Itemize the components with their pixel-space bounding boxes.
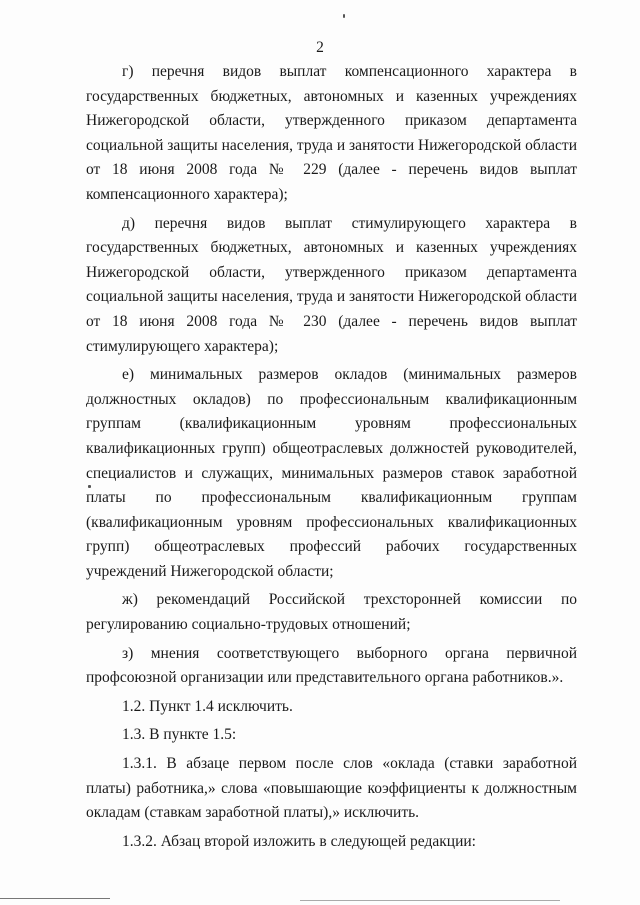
paragraph-1-3: 1.3. В пункте 1.5: — [122, 726, 237, 744]
scan-edge-mark — [0, 898, 110, 899]
scan-speck — [343, 14, 345, 18]
document-body — [86, 60, 577, 858]
paragraph-d: д) перечня видов выплат стимулирующего характера в государственных бюджетных, автономных и казенных учреждениях Нижегородской области, утвержденного приказом департамента социальной защиты населения, труда и занятости Нижегородской области от 18 июня 2008 года № 230 (далее - перечень видов выплат стимулирующего характера); — [86, 214, 577, 355]
paragraph-zh: ж) рекомендаций Российской трехсторонней комиссии по регулированию социально-трудовых отношений; — [86, 591, 577, 634]
scan-edge-mark — [300, 900, 560, 901]
paragraph-1-3-1: 1.3.1. В абзаце первом после слов «оклада (ставки заработной платы) работника,» слова «повышающие коэффициенты к должностным окладам (ставкам заработной платы),» исключить. — [86, 755, 577, 822]
paragraph-z: з) мнения соответствующего выборного органа первичной профсоюзной организации или представительного органа работников.». — [86, 644, 577, 687]
page-number: 2 — [316, 39, 324, 56]
paragraph-e: е) минимальных размеров окладов (минимальных размеров должностных окладов) по профессиональным квалификационным группам (квалификационным уровням профессиональных квалификационных групп) общеотраслевых должностей руководителей, специалистов и служащих, минимальных размеров ставок заработной платы по профессиональным квалификационным группам (квалификационным уровням профессиональных квалификационных групп) общеотраслевых профессий рабочих государственных учреждений Нижегородской области; — [86, 366, 577, 580]
paragraph-1-2: 1.2. Пункт 1.4 исключить. — [122, 697, 293, 715]
paragraph-1-3-2: 1.3.2. Абзац второй изложить в следующей редакции: — [122, 832, 476, 850]
paragraph-g: г) перечня видов выплат компенсационного характера в государственных бюджетных, автономных и казенных учреждениях Нижегородской области, утвержденного приказом департамента социальной защиты населения, труда и занятости Нижегородской области от 18 июня 2008 года № 229 (далее - перечень видов выплат компенсационного характера); — [86, 63, 577, 203]
